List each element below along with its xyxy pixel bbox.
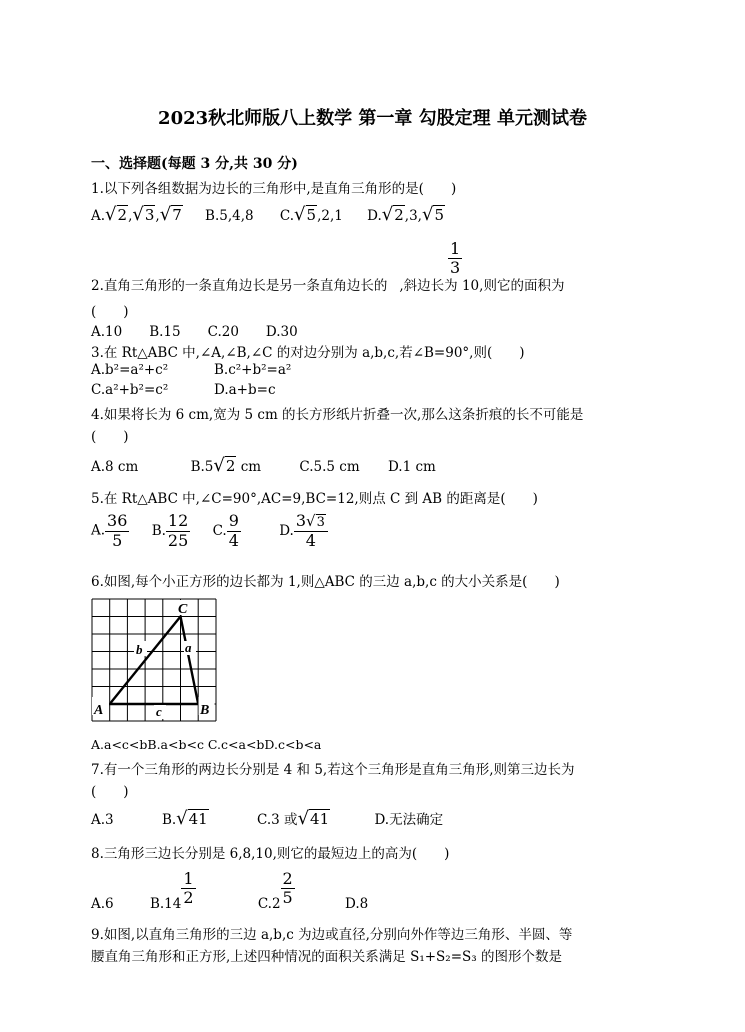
q1-option-d-label: D.	[367, 208, 382, 224]
q4-paren: ( )	[91, 429, 129, 445]
sqrt-5: √5	[294, 204, 317, 225]
question-1-options: A.√2,√3,√7 B.5,4,8 C.√5,2,1 D.√2,3,√5	[91, 204, 444, 225]
sqrt-5b: √5	[421, 204, 444, 225]
q2-paren: ( )	[91, 304, 129, 320]
question-5-stem: 5.在 Rt△ABC 中,∠C=90°,AC=9,BC=12,则点 C 到 AB 的距离是( )	[91, 491, 538, 507]
side-label-c: c	[156, 704, 162, 719]
side-label-b: b	[136, 642, 143, 657]
sqrt-2: √2	[105, 204, 128, 225]
q7-paren: ( )	[91, 784, 129, 800]
q3-option-c: C.a²+b²=c²	[91, 382, 169, 398]
question-7-options: A.3 B.√41 C.3 或√41 D.无法确定	[91, 808, 444, 829]
question-5-options: A. $\frac{36}{5}$ B. $\frac{12}{25}$ C. $\frac{9}{4}$ D. $\frac{3√3}{4}$	[91, 512, 328, 550]
sqrt-7: √7	[159, 204, 182, 225]
sqrt-3: √3	[132, 204, 155, 225]
vertex-label-a: A	[94, 703, 104, 718]
question-7-stem: 7.有一个三角形的两边长分别是 4 和 5,若这个三角形是直角三角形,则第三边长为	[91, 762, 575, 778]
q3-option-b: B.c²+b²=a²	[214, 362, 292, 378]
q3-option-d: D.a+b=c	[214, 382, 276, 398]
q3-option-a: A.b²=a²+c²	[91, 362, 169, 378]
question-4-options: A.8 cm B.5√2 cm C.5.5 cm D.1 cm	[91, 455, 436, 476]
q1-option-c-label: C.	[279, 208, 295, 224]
question-9-line-1: 9.如图,以直角三角形的三边 a,b,c 为边或直径,分别向外作等边三角形、半圆、等	[91, 927, 573, 943]
question-2-options: A.10 B.15 C.20 D.30	[91, 324, 298, 340]
question-8-stem: 8.三角形三边长分别是 6,8,10,则它的最短边上的高为( )	[91, 846, 450, 862]
question-6-stem: 6.如图,每个小正方形的边长都为 1,则△ABC 的三边 a,b,c 的大小关系是( )	[91, 574, 560, 590]
question-4-stem: 4.如果将长为 6 cm,宽为 5 cm 的长方形纸片折叠一次,那么这条折痕的长不可能是	[91, 407, 584, 423]
vertex-label-b: B	[200, 703, 210, 718]
q1-option-a-label: A.	[91, 208, 106, 224]
q1-option-b: B.5,4,8	[205, 208, 254, 224]
page-title: 2023秋北师版八上数学 第一章 勾股定理 单元测试卷	[158, 108, 587, 129]
triangle-abc	[110, 617, 199, 705]
question-8-options: A.6 B.14 $\frac{1}{2}$ C.2 $\frac{2}{5}$ D.8	[91, 869, 369, 912]
question-9-line-2: 腰直角三角形和正方形,上述四种情况的面积关系满足 S₁+S₂=S₃ 的图形个数是	[91, 949, 562, 965]
question-3-stem: 3.在 Rt△ABC 中,∠A,∠B,∠C 的对边分别为 a,b,c,若∠B=90°,则( )	[91, 345, 525, 361]
q2-fraction: $\frac{1}{3}$	[450, 239, 461, 278]
question-6-options: A.a<c<bB.a<b<c C.c<a<bD.c<b<a	[91, 737, 322, 752]
sqrt-2b: √2	[381, 204, 404, 225]
section-heading: 一、选择题(每题 3 分,共 30 分)	[91, 156, 298, 172]
side-label-a: a	[185, 640, 192, 655]
grid-triangle-figure	[90, 597, 220, 723]
question-1-stem: 1.以下列各组数据为边长的三角形中,是直角三角形的是( )	[91, 181, 457, 197]
question-2-stem: 2.直角三角形的一条直角边长是另一条直角边长的 ,斜边长为 10,则它的面积为	[91, 278, 565, 294]
vertex-label-c: C	[178, 602, 188, 617]
